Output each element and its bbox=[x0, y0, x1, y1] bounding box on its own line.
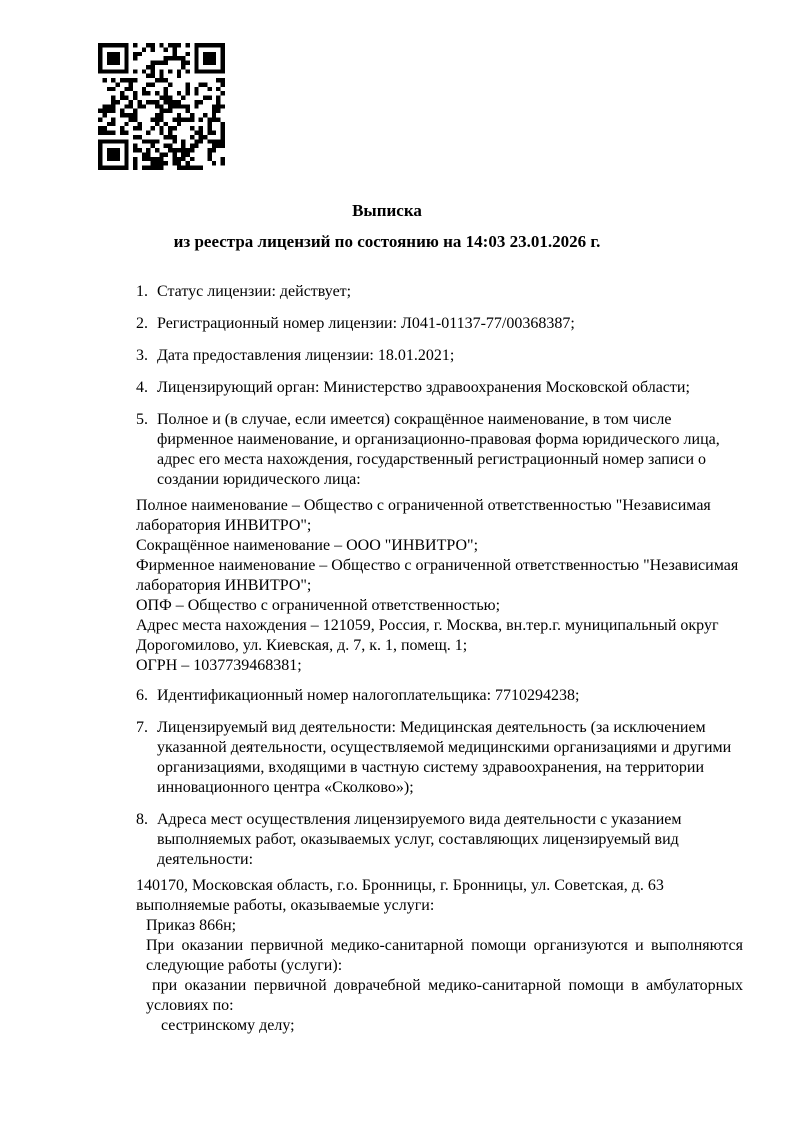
item-number: 8. bbox=[136, 811, 148, 828]
org-opf: ОПФ – Общество с ограниченной ответственностью; bbox=[136, 597, 501, 614]
item-number: 5. bbox=[136, 411, 148, 428]
org-address: Адрес места нахождения – 121059, Россия, г. Москва, вн.тер.г. муниципальный округ Дорогомилово, ул. Киевская, д. 7, к. 1, помещ. 1; bbox=[136, 617, 719, 654]
item-text: Статус лицензии: действует; bbox=[157, 283, 352, 300]
works-services-label: выполняемые работы, оказываемые услуги: bbox=[136, 897, 435, 914]
item-number: 6. bbox=[136, 687, 148, 704]
qr-code-icon bbox=[98, 43, 225, 170]
org-ogrn: ОГРН – 1037739468381; bbox=[136, 657, 302, 674]
item-license-status bbox=[136, 282, 743, 302]
item-licensed-activity bbox=[136, 718, 743, 798]
item-grant-date bbox=[136, 346, 743, 366]
item-licensing-authority bbox=[136, 378, 743, 398]
org-brand-name: Фирменное наименование – Общество с ограниченной ответственностью "Независимая лаборатория ИНВИТРО"; bbox=[136, 557, 739, 594]
item-number: 7. bbox=[136, 719, 148, 736]
item-text: Полное и (в случае, если имеется) сокращённое наименование, в том числе фирменное наименование, и организационно-правовая форма юридического лица, адрес его места нахождения, государственный регистрационный номер записи о создании юридического лица: bbox=[157, 411, 720, 488]
page-subtitle: из реестра лицензий по состоянию на 14:03 23.01.2026 г. bbox=[173, 232, 601, 251]
primary-care-works: При оказании первичной медико-санитарной помощи организуются и выполняются следующие работы (услуги): bbox=[146, 937, 743, 974]
order-866n: Приказ 866н; bbox=[146, 917, 237, 934]
item-inn bbox=[136, 686, 743, 706]
item-number: 3. bbox=[136, 347, 148, 364]
item-text: Лицензируемый вид деятельности: Медицинская деятельность (за исключением указанной деятельности, осуществляемой медицинскими организациями и другими организациями, входящими в частную систему здравоохранения, на территории инновационного центра «Сколково»); bbox=[157, 719, 732, 796]
page-title: Выписка bbox=[352, 201, 422, 220]
item-number: 1. bbox=[136, 283, 148, 300]
item-legal-entity-info bbox=[136, 410, 743, 490]
activity-address: 140170, Московская область, г.о. Бронницы, г. Бронницы, ул. Советская, д. 63 bbox=[136, 877, 664, 894]
pre-medical-care-conditions: при оказании первичной доврачебной медико-санитарной помощи в амбулаторных условиях по: bbox=[146, 977, 743, 1014]
item-text: Адреса мест осуществления лицензируемого вида деятельности с указанием выполняемых работ, оказываемых услуг, составляющих лицензируемый вид деятельности: bbox=[157, 811, 682, 868]
item-text: Лицензирующий орган: Министерство здравоохранения Московской области; bbox=[157, 379, 690, 396]
item-registration-number bbox=[136, 314, 743, 334]
item-activity-addresses bbox=[136, 810, 743, 870]
item-number: 4. bbox=[136, 379, 148, 396]
org-full-name: Полное наименование – Общество с ограниченной ответственностью "Независимая лаборатория ИНВИТРО"; bbox=[136, 497, 711, 534]
activity-address-block bbox=[136, 876, 743, 1036]
item-text: Регистрационный номер лицензии: Л041-01137-77/00368387; bbox=[157, 315, 575, 332]
item-text: Идентификационный номер налогоплательщика: 7710294238; bbox=[157, 687, 580, 704]
item-number: 2. bbox=[136, 315, 148, 332]
nursing-care: сестринскому делу; bbox=[161, 1017, 295, 1034]
item-text: Дата предоставления лицензии: 18.01.2021; bbox=[157, 347, 455, 364]
organization-details bbox=[136, 496, 743, 676]
document-header bbox=[136, 200, 638, 253]
org-short-name: Сокращённое наименование – ООО "ИНВИТРО"; bbox=[136, 537, 479, 554]
